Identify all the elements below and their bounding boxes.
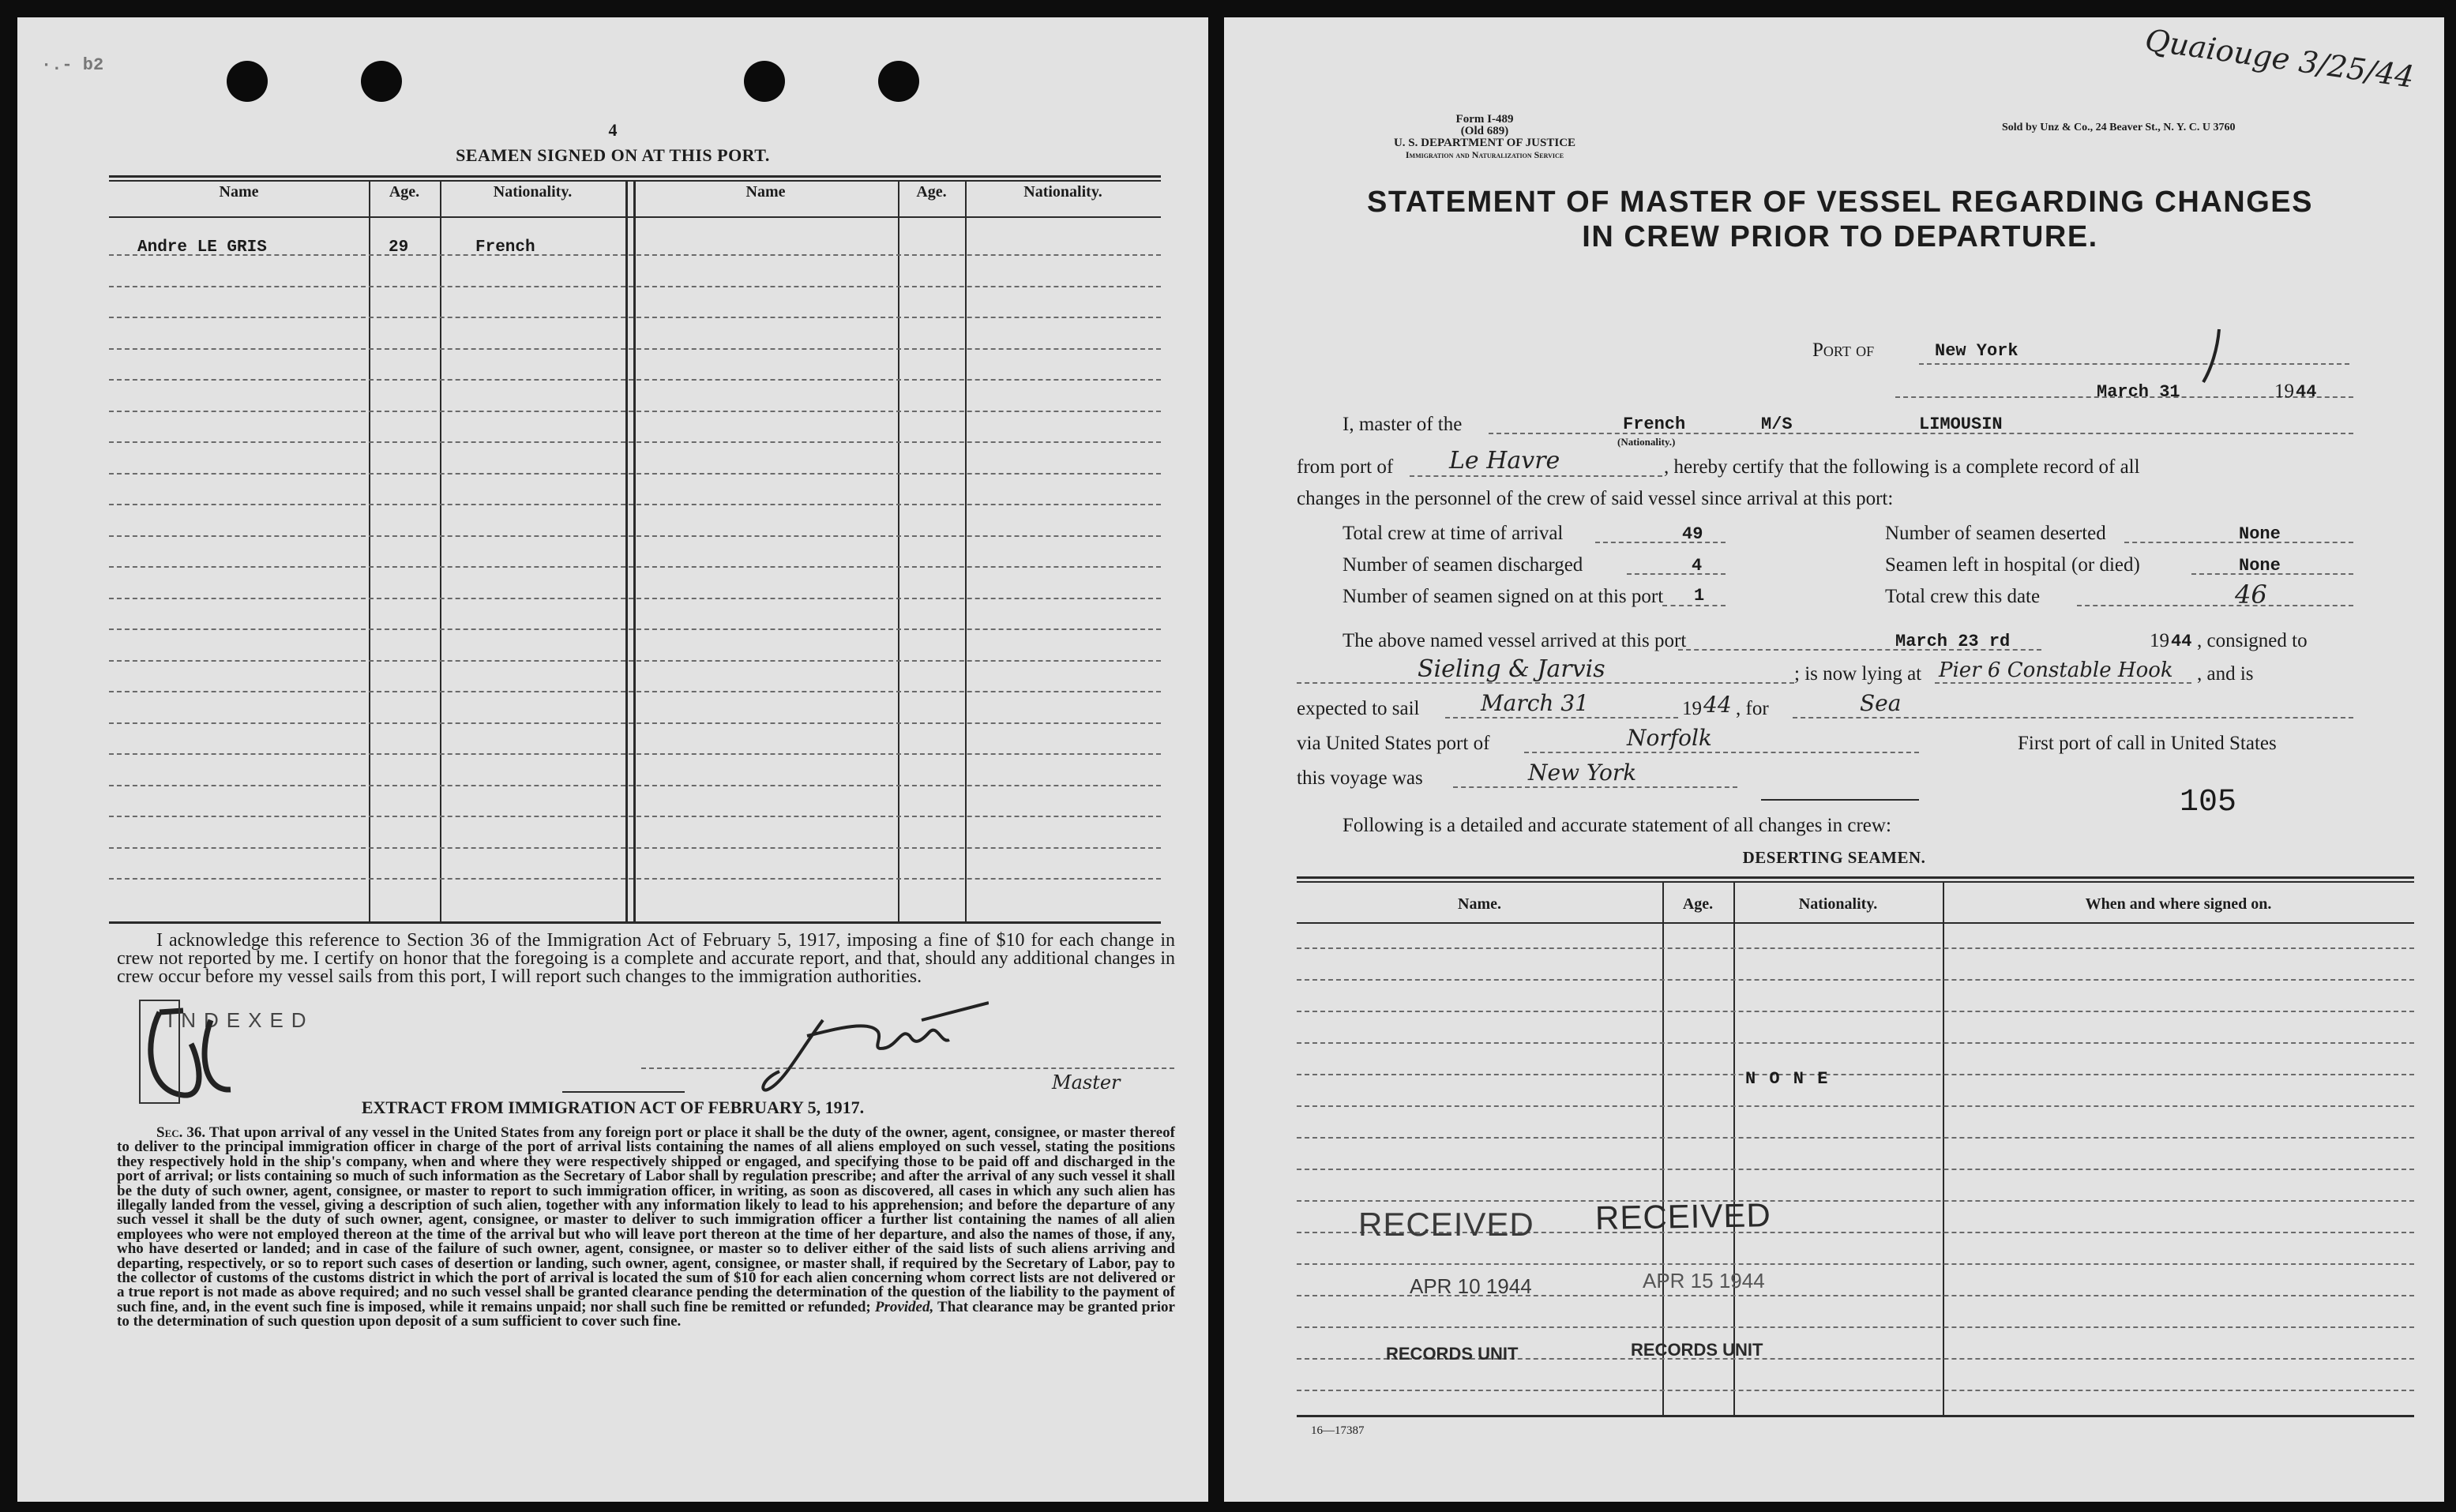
punch-hole [744, 61, 785, 102]
via-line [1524, 752, 1919, 753]
following-text: Following is a detailed and accurate statement of all changes in crew: [1343, 815, 1891, 836]
via-value: Norfolk [1627, 725, 1712, 751]
extract-rule [562, 1091, 685, 1093]
column-divider [1733, 883, 1735, 1415]
column-divider [440, 182, 441, 921]
arrived-label: The above named vessel arrived at this port [1343, 630, 1687, 651]
vessel-type: M/S [1761, 415, 1793, 434]
master-label: Master [1052, 1071, 1121, 1094]
year-value: 44 [2296, 382, 2317, 402]
changes-text: changes in the personnel of the crew of said vessel since arrival at this port: [1297, 488, 1894, 509]
total-arrival-label: Total crew at time of arrival [1343, 523, 1564, 544]
total-today-value: 46 [2235, 580, 2267, 610]
punch-hole [878, 61, 919, 102]
corner-handwriting: Quaiouge 3/25/44 [2142, 22, 2417, 95]
form-number: Form I-489 [1455, 113, 1514, 126]
total-arrival-line [1595, 542, 1726, 543]
table-top-border [1297, 876, 2414, 879]
port-value: New York [1935, 341, 2019, 361]
table-row-rule [109, 660, 1161, 662]
table-top-border [109, 175, 1161, 178]
table-row-rule [1297, 1326, 2414, 1328]
certify-text: , hereby certify that the following is a complete record of all [1664, 456, 2140, 478]
hospital-label: Seamen left in hospital (or died) [1885, 554, 2140, 576]
service: Immigration and Naturalization Service [1405, 149, 1564, 160]
consignee-value: Sieling & Jarvis [1418, 655, 1605, 683]
table-row-rule [109, 348, 1161, 350]
lying-line [1935, 682, 2191, 684]
column-header-nationality: Nationality. [1023, 183, 1102, 201]
voyage-value: New York [1528, 760, 1637, 786]
column-header-name: Name [745, 183, 786, 201]
column-header-signed-on: When and where signed on. [2085, 895, 2272, 913]
from-port-line [1410, 475, 1662, 477]
page-number: 4 [608, 120, 618, 140]
column-divider [625, 182, 628, 921]
right-page [1224, 17, 2444, 1502]
hospital-value: None [2239, 556, 2281, 576]
table-row-rule [109, 411, 1161, 412]
table-row-rule [1297, 1390, 2414, 1391]
table-row-rule [109, 753, 1161, 755]
indexed-stamp: INDEXED [167, 1008, 314, 1032]
column-header-age: Age. [389, 183, 420, 201]
old-number: (Old 689) [1460, 125, 1509, 137]
header-underline [109, 216, 1161, 218]
table-row-rule [1297, 1137, 2414, 1139]
port-label: Port of [1812, 340, 1875, 361]
table-row-rule [109, 504, 1161, 505]
form-header [1366, 114, 1603, 161]
received-stamp-1-date: APR 10 1944 [1410, 1274, 1532, 1298]
arrived-year: 44 [2171, 632, 2192, 651]
column-header-nationality: Nationality. [493, 183, 573, 201]
sail-year-prefix: 19 [1682, 698, 1702, 719]
received-stamp-2-date: APR 15 1944 [1643, 1269, 1765, 1293]
discharged-value: 4 [1692, 556, 1703, 576]
signed-on-value: 1 [1694, 586, 1705, 606]
acknowledgment-text: I acknowledge this reference to Section 36 of the Immigration Act of February 5, 1917, imposing a fine of $10 for each change in crew not reported by me. I certify on honor that the foregoing is a complete and accurate report, and that, should any additional changes in crew occur before my vessel sails from this port, I will report such changes to the immigration authorities. [117, 930, 1175, 987]
total-today-label: Total crew this date [1885, 586, 2041, 607]
first-port-label: First port of call in United States [2018, 733, 2277, 754]
year-prefix: 19 [2274, 381, 2294, 402]
section-body: That upon arrival of any vessel in the United States from any foreign port or place it shall be the duty of the owner, agent, consignee, or master thereof to deliver to the principal immigration officer in charge of the port of arrival lists containing the names of all aliens employed on such vessel, stating the positions they respectively hold in the ship's company, when and where they were respectively shipped or engaged, and specifying those to be paid off and discharged in the port of arrival; or lists containing so much of such information as the Secretary of Labor shall by regulation prescribe; and after the arrival of any such vessel it shall be the duty of such owner, agent, consignee, or master to report to such immigration officer, in writing, as soon as discovered, all cases in which any such alien has illegally landed from the vessel, giving a description of such alien, together with any information likely to lead to his apprehension; and before the departure of any such vessel it shall be the duty of such owner, agent, consignee, or master to deliver to such immigration officer a further list containing the names of all alien employees who were not employed thereon at the time of the arrival but who will leave port thereon at the time of her departure, and also the names of those, if any, who have deserted or landed; and in case of the failure of such owner, agent, consignee, or master so to deliver either of the said lists of such aliens arriving and departing, respectively, or so to report such cases of desertion or landing, such owner, agent, consignee, or master shall, if required by the Secretary of Labor, pay to the collector of customs of the customs district in which the port of arrival is located the sum of $10 for each alien concerning whom correct lists are not delivered or a true report is not made as above required; and no such vessel shall be granted clearance pending the determination of the question of the liability to the payment of such fine, and, in the event such fine is imposed, while it remains unpaid; nor shall such fine be remitted or refunded; [117, 1124, 1175, 1315]
column-divider [369, 182, 370, 921]
document-number: 105 [2180, 785, 2237, 820]
provided-label: Provided, [874, 1298, 934, 1315]
received-stamp-2: RECEIVED [1594, 1196, 1772, 1236]
table-row-rule [109, 379, 1161, 381]
column-header-age: Age. [916, 183, 947, 201]
table-row-rule [1297, 947, 2414, 949]
entry-name: Andre LE GRIS [137, 238, 267, 257]
punch-hole [361, 61, 402, 102]
received-stamp-2-unit: RECORDS UNIT [1631, 1340, 1763, 1360]
check-mark [2187, 325, 2227, 388]
arrived-year-prefix: 19 [2150, 630, 2169, 651]
sail-date-line [1445, 717, 1678, 718]
received-stamp-1-unit: RECORDS UNIT [1386, 1344, 1519, 1364]
sail-date: March 31 [1481, 690, 1589, 716]
voyage-label: this voyage was [1297, 767, 1423, 789]
punch-hole [227, 61, 268, 102]
consigned-label: , consigned to [2197, 630, 2308, 651]
table-row-rule [109, 286, 1161, 287]
master-prefix: I, master of the [1343, 414, 1463, 435]
for-line [1793, 717, 2353, 718]
column-divider [633, 182, 636, 921]
received-stamp-1: RECEIVED [1358, 1206, 1534, 1243]
section-36-text [117, 1126, 1175, 1330]
column-header-nationality: Nationality. [1798, 895, 1878, 913]
none-entry: N O N E [1745, 1069, 1830, 1089]
for-value: Sea [1860, 690, 1902, 716]
header-underline [1297, 922, 2414, 924]
table-row-rule [1297, 1105, 2414, 1107]
entry-nationality: French [475, 238, 535, 257]
deserted-label: Number of seamen deserted [1885, 523, 2106, 544]
table-row-rule [109, 628, 1161, 630]
footer-code: 16—17387 [1311, 1424, 1365, 1437]
table-row-rule [1297, 1074, 2414, 1075]
voyage-line [1453, 786, 1737, 788]
table-top-border [1297, 881, 2414, 883]
vessel-name: LIMOUSIN [1919, 415, 2003, 434]
table-row-rule [109, 441, 1161, 443]
column-divider [965, 182, 967, 921]
title-line-2: IN CREW PRIOR TO DEPARTURE. [1582, 220, 2098, 253]
via-label: via United States port of [1297, 733, 1490, 754]
table-row-rule [1297, 1263, 2414, 1265]
lying-value: Pier 6 Constable Hook [1939, 658, 2173, 682]
extract-title: EXTRACT FROM IMMIGRATION ACT OF FEBRUARY 5, 1917. [361, 1097, 865, 1117]
port-line [1919, 363, 2349, 365]
master-signature [752, 996, 989, 1099]
lying-label: ; is now lying at [1794, 663, 1922, 685]
signature-line [641, 1067, 1174, 1069]
table-row-rule [109, 473, 1161, 475]
column-divider [1943, 883, 1944, 1415]
discharged-line [1627, 573, 1726, 575]
nationality-caption: (Nationality.) [1617, 436, 1676, 448]
short-rule [1761, 799, 1919, 801]
table-row-rule [1297, 1169, 2414, 1170]
table-row-rule [1297, 1011, 2414, 1012]
date-value: March 31 [2097, 382, 2180, 402]
entry-age: 29 [389, 238, 409, 257]
from-port-value: Le Havre [1449, 447, 1560, 475]
table-row-rule [109, 691, 1161, 692]
table-row-rule [109, 317, 1161, 318]
form-title [1256, 185, 2424, 254]
table-row-rule [109, 847, 1161, 849]
table-row-rule [1297, 1042, 2414, 1044]
signed-on-label: Number of seamen signed on at this port [1343, 586, 1664, 607]
table-row-rule [109, 722, 1161, 724]
deserting-title: DESERTING SEAMEN. [1742, 848, 1926, 867]
table-row-rule [109, 535, 1161, 537]
department: U. S. DEPARTMENT OF JUSTICE [1393, 137, 1576, 149]
sail-year: 44 [1703, 692, 1732, 718]
table-bottom-border [1297, 1415, 2414, 1417]
from-port-label: from port of [1297, 456, 1394, 478]
title-line-1: STATEMENT OF MASTER OF VESSEL REGARDING CHANGES [1367, 186, 2313, 219]
discharged-label: Number of seamen discharged [1343, 554, 1583, 576]
column-header-age: Age. [1682, 895, 1714, 913]
left-page [17, 17, 1208, 1502]
table-row-rule [109, 785, 1161, 786]
deserted-value: None [2239, 524, 2281, 544]
table-row-rule [109, 566, 1161, 568]
table-row-rule [1297, 1200, 2414, 1202]
arrived-date: March 23 rd [1895, 632, 2011, 651]
nationality-value: French [1623, 415, 1686, 434]
table-row-rule [109, 598, 1161, 599]
column-header-name: Name. [1458, 895, 1501, 913]
for-label: , for [1736, 698, 1769, 719]
seller-imprint: Sold by Unz & Co., 24 Beaver St., N. Y. C. U 3760 [2002, 122, 2236, 133]
column-divider [898, 182, 899, 921]
column-header-name: Name [219, 183, 259, 201]
table-row-rule [109, 816, 1161, 817]
section-label: Sec. 36. [156, 1124, 206, 1141]
table-bottom-border [109, 921, 1161, 924]
table-row-rule [109, 878, 1161, 880]
corner-mark: ·.- b2 [41, 55, 104, 75]
total-arrival-value: 49 [1682, 524, 1703, 544]
table-row-rule [1297, 979, 2414, 981]
provided-text: That clearance may be granted prior to the determination of such question upon deposit of a sum sufficient to cover such fine. [117, 1298, 1175, 1330]
section-title: SEAMEN SIGNED ON AT THIS PORT. [456, 145, 770, 165]
column-divider [1662, 883, 1664, 1415]
total-today-line [2077, 605, 2353, 606]
and-is: , and is [2197, 663, 2254, 685]
expected-label: expected to sail [1297, 698, 1420, 719]
